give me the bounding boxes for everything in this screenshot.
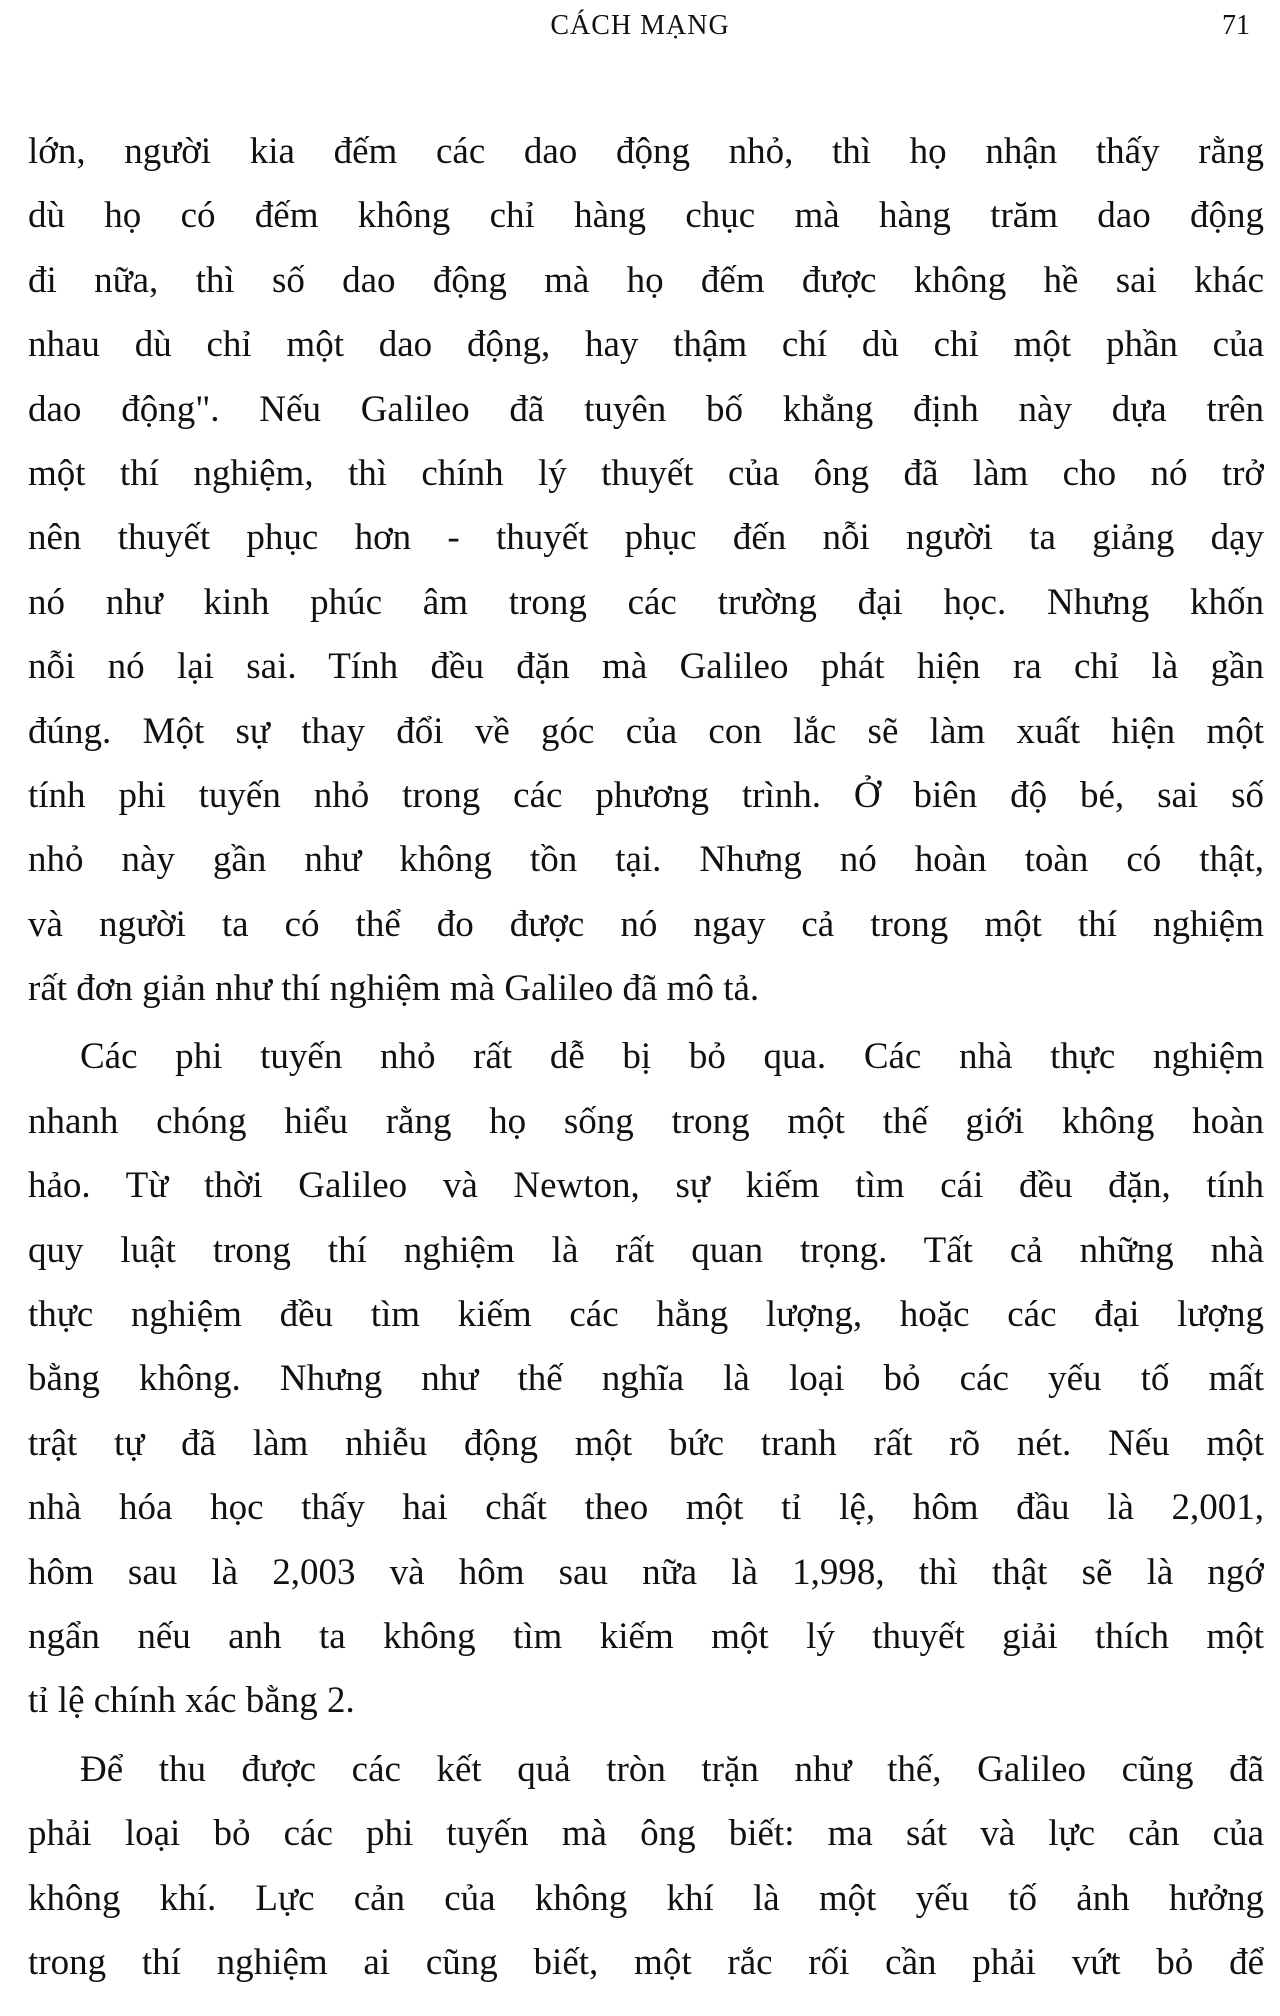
text-line: không khí. Lực cản của không khí là một yếu tố ảnh hưởng [28,1877,1264,1919]
text-line: dù họ có đếm không chỉ hàng chục mà hàng trăm dao động [28,195,1264,237]
text-line: nhỏ này gần như không tồn tại. Nhưng nó hoàn toàn có thật, [28,839,1264,881]
paragraph [28,1025,1264,1733]
text-line: nhà hóa học thấy hai chất theo một tỉ lệ, hôm đầu là 2,001, [28,1487,1264,1529]
text-line: rất đơn giản như thí nghiệm mà Galileo đã mô tả. [28,968,760,1010]
text-line: nhanh chóng hiểu rằng họ sống trong một thế giới không hoàn [28,1100,1264,1142]
text-line: nên thuyết phục hơn - thuyết phục đến nỗi người ta giảng dạy [28,517,1264,559]
text-line: trật tự đã làm nhiễu động một bức tranh rất rõ nét. Nếu một [28,1422,1264,1464]
paragraph [28,1738,1264,1996]
text-line: Các phi tuyến nhỏ rất dễ bị bỏ qua. Các nhà thực nghiệm [80,1036,1264,1078]
text-line: đi nữa, thì số dao động mà họ đếm được không hề sai khác [28,259,1264,301]
text-line: ngẩn nếu anh ta không tìm kiếm một lý thuyết giải thích một [28,1615,1264,1657]
text-line: nỗi nó lại sai. Tính đều đặn mà Galileo phát hiện ra chỉ là gần [28,646,1264,688]
text-line: phải loại bỏ các phi tuyến mà ông biết: ma sát và lực cản của [28,1813,1264,1855]
text-line: hảo. Từ thời Galileo và Newton, sự kiếm tìm cái đều đặn, tính [28,1165,1264,1207]
text-line: đúng. Một sự thay đổi về góc của con lắc sẽ làm xuất hiện một [28,710,1264,752]
text-line: nó như kinh phúc âm trong các trường đại học. Nhưng khốn [28,581,1264,623]
text-line: tính phi tuyến nhỏ trong các phương trình. Ở biên độ bé, sai số [28,774,1264,816]
text-line: trong thí nghiệm ai cũng biết, một rắc rối cần phải vứt bỏ để [28,1941,1264,1983]
text-line: lớn, người kia đếm các dao động nhỏ, thì họ nhận thấy rằng [28,131,1264,172]
text-line: tỉ lệ chính xác bằng 2. [28,1680,355,1722]
text-line: Để thu được các kết quả tròn trặn như thế, Galileo cũng đã [80,1748,1264,1790]
text-line: và người ta có thể đo được nó ngay cả trong một thí nghiệm [28,903,1264,945]
running-title: CÁCH MẠNG [550,10,730,41]
running-head [0,4,1280,48]
body-text [28,120,1264,1995]
text-line: nhau dù chỉ một dao động, hay thậm chí dù chỉ một phần của [28,324,1264,366]
text-line: bằng không. Nhưng như thế nghĩa là loại bỏ các yếu tố mất [28,1358,1264,1400]
text-line: dao động". Nếu Galileo đã tuyên bố khẳng định này dựa trên [28,388,1264,430]
text-line: một thí nghiệm, thì chính lý thuyết của ông đã làm cho nó trở [28,452,1264,494]
paragraph [28,120,1264,1021]
text-line: hôm sau là 2,003 và hôm sau nữa là 1,998, thì thật sẽ là ngớ [28,1551,1264,1593]
text-line: quy luật trong thí nghiệm là rất quan trọng. Tất cả những nhà [28,1229,1264,1271]
text-line: thực nghiệm đều tìm kiếm các hằng lượng, hoặc các đại lượng [28,1294,1264,1336]
page-number: 71 [1222,10,1250,41]
